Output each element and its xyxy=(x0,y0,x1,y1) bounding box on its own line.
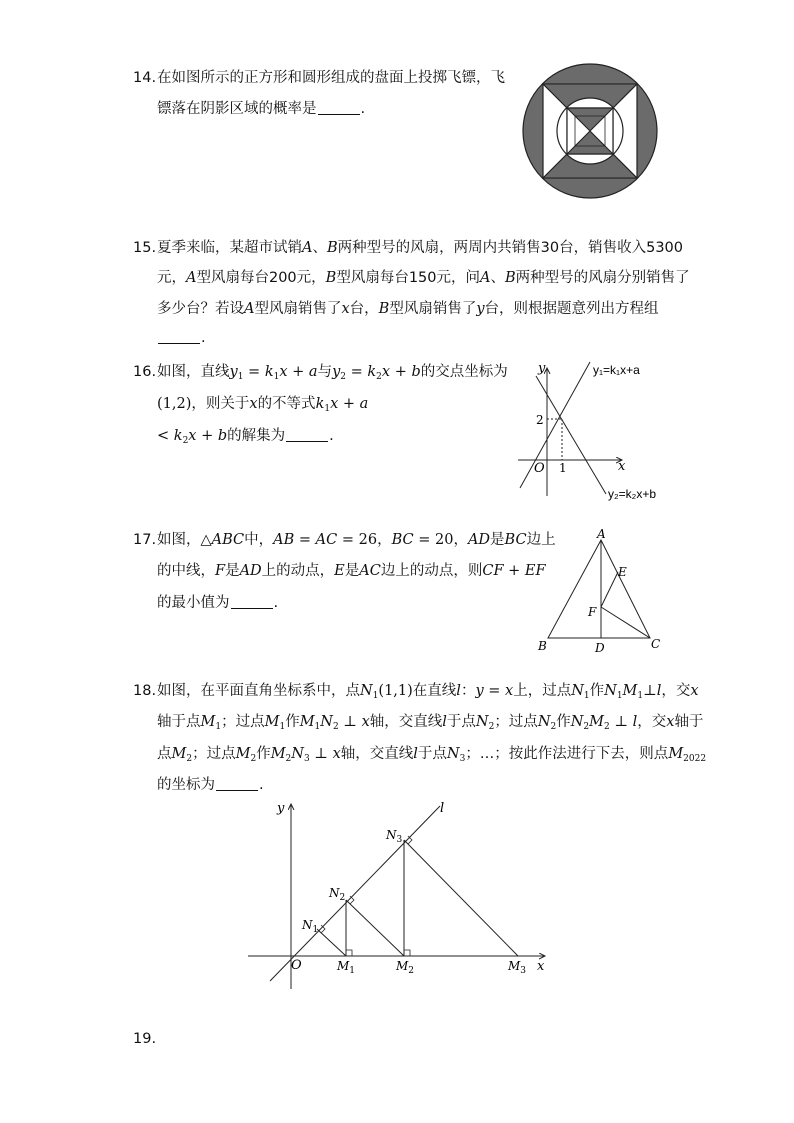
q15-line2: 元，A型风扇每台200元，B型风扇每台150元，问A、B两种型号的风扇分别销售了 xyxy=(157,270,690,286)
q17-line1: 17.如图，△ABC中，AB = AC = 26，BC = 20，AD是BC边上 xyxy=(133,532,556,548)
tick-1: 1 xyxy=(559,461,567,475)
label-M2: $M_2$ xyxy=(396,959,415,976)
q17-line3: 的最小值为 . xyxy=(157,595,279,611)
origin-label: O xyxy=(534,461,545,476)
q18-answer-blank[interactable] xyxy=(216,776,258,791)
label-l: l xyxy=(440,801,445,816)
label-B: B xyxy=(538,639,547,653)
triangle-abc xyxy=(548,540,650,638)
q18-line2: 轴于点$M_1$；过点$M_1$作$M_1N_2$ ⊥ x轴，交直线l于点$N_2$；过点$N_2$作$N_2M_2$ ⊥ l，交x轴于 xyxy=(157,714,704,732)
q18-figure xyxy=(240,796,560,996)
label-N2: $N_2$ xyxy=(329,886,346,903)
q15-line3: 多少台？若设A型风扇销售了x台，B型风扇销售了y台，则根据题意列出方程组 xyxy=(157,301,659,317)
label-A: A xyxy=(597,527,606,541)
segment-ef xyxy=(601,572,618,607)
q14-dartboard-figure xyxy=(521,62,661,202)
q18-line4: 的坐标为 . xyxy=(157,777,264,793)
q17-line2: 的中线，F是AD上的动点，E是AC边上的动点，则CF + EF xyxy=(157,563,546,579)
q15-line1: 15.夏季来临，某超市试销A、B两种型号的风扇，两周内共销售30台，销售收入5300 xyxy=(133,240,683,256)
q16-line3: < $k_2x + b$的解集为 . xyxy=(157,428,334,446)
y-label: y xyxy=(538,361,546,376)
q18-line3: 点$M_2$；过点$M_2$作$M_2N_3$ ⊥ x轴，交直线l于点$N_3$；…；按此作法进行下去，则点$M_{2022}$ xyxy=(157,746,707,764)
label-y1: y₁=k₁x+a xyxy=(593,363,640,377)
q14-answer-blank[interactable] xyxy=(318,100,360,115)
ineq-left: $k_1x + a$ xyxy=(315,396,369,414)
line-y1 xyxy=(520,362,590,488)
x-label: x xyxy=(537,959,545,974)
q14-line1: 14.在如图所示的正方形和圆形组成的盘面上投掷飞镖，飞 xyxy=(133,70,505,86)
origin-label: O xyxy=(291,958,302,973)
label-N1: $N_1$ xyxy=(302,918,319,935)
q16-line1: 16.如图，直线$y_1 = k_1x + a$与$y_2 = k_2x + b$的交点坐标为 xyxy=(133,364,508,382)
q16-line2: (1,2)，则关于x的不等式$k_1x + a$ xyxy=(157,396,369,414)
label-E: E xyxy=(618,565,627,579)
q16-answer-blank[interactable] xyxy=(286,427,328,442)
tick-2: 2 xyxy=(536,413,544,427)
right-angle-m1 xyxy=(346,950,352,956)
label-D: D xyxy=(595,641,605,655)
y-label: y xyxy=(277,801,285,816)
expr-cf-ef: CF + EF xyxy=(482,563,546,579)
eq-y1: $y_1 = k_1x + a$ xyxy=(229,364,318,382)
label-C: C xyxy=(651,637,661,651)
label-M3: $M_3$ xyxy=(508,959,527,976)
eq-y2: $y_2 = k_2x + b$ xyxy=(332,364,421,382)
label-M1: $M_1$ xyxy=(337,959,356,976)
right-angle-m2 xyxy=(404,950,410,956)
q18-line1: 18.如图，在平面直角坐标系中，点$N_1(1,1)$在直线l：y = x上，过点$N_1$作$N_1M_1\perp l$，交x xyxy=(133,683,699,701)
label-y2: y₂=k₂x+b xyxy=(608,487,657,501)
seg-n3m3 xyxy=(404,840,518,956)
x-label: x xyxy=(618,459,626,474)
q15-answer-blank[interactable] xyxy=(158,329,200,344)
q14-line2: 镖落在阴影区域的概率是 . xyxy=(157,101,366,117)
ineq-right: < $k_2x + b$ xyxy=(157,428,228,446)
q17-answer-blank[interactable] xyxy=(231,594,273,609)
q15-line4: . xyxy=(157,328,206,348)
line-l xyxy=(270,806,440,981)
eq-ab-ac: AB = AC = 26 xyxy=(273,532,378,548)
label-F: F xyxy=(588,605,597,619)
q17-triangle-figure xyxy=(534,526,666,656)
seg-n2m2 xyxy=(346,900,404,956)
label-N3: $N_3$ xyxy=(386,828,403,845)
q19-number: 19. xyxy=(133,1031,157,1047)
q16-graph-figure xyxy=(510,356,670,506)
eq-bc: BC = 20 xyxy=(391,532,454,548)
